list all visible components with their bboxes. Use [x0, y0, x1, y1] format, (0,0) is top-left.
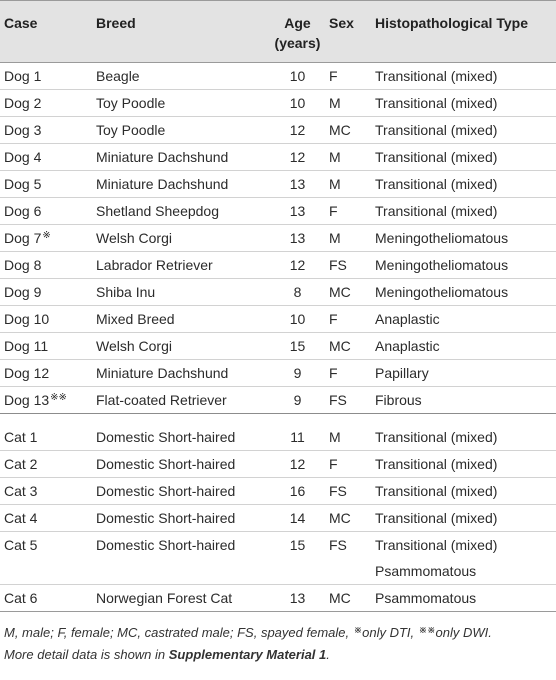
case-label: Dog 3 — [4, 122, 42, 138]
table-row — [0, 505, 556, 532]
table-row — [0, 90, 556, 117]
cell-breed: Domestic Short-haired — [96, 429, 236, 445]
cat-rows — [0, 414, 556, 612]
footnote-abbrev: M, male; F, female; MC, castrated male; FS, spayed female, — [4, 625, 353, 640]
case-label: Dog 9 — [4, 284, 42, 300]
cell-type: Meningotheliomatous — [375, 284, 509, 300]
cell-breed: Welsh Corgi — [96, 230, 172, 246]
cell-sex: M — [329, 149, 341, 165]
cell-case — [0, 144, 96, 171]
cell-breed: Toy Poodle — [96, 122, 166, 138]
cell-case — [0, 90, 96, 117]
cell-age: 16 — [289, 483, 306, 499]
table-row — [0, 414, 556, 451]
cell-sex: F — [329, 456, 338, 472]
cell-age: 13 — [289, 590, 306, 606]
cell-age: 9 — [293, 392, 302, 408]
cell-sex: FS — [329, 257, 347, 273]
table-row — [0, 306, 556, 333]
cell-case-empty — [0, 558, 96, 585]
footnote-dti: only DTI, — [362, 625, 418, 640]
footnote-mark-single: ※ — [353, 625, 363, 636]
cell-case: Cat 3 — [4, 483, 38, 499]
cell-sex: MC — [329, 122, 351, 138]
cell-age: 8 — [293, 284, 302, 300]
cell-age: 11 — [290, 429, 305, 445]
table-row — [0, 478, 556, 505]
cell-breed: Miniature Dachshund — [96, 149, 229, 165]
cell-breed: Shiba Inu — [96, 284, 156, 300]
cell-breed: Norwegian Forest Cat — [96, 590, 233, 606]
cell-age: 12 — [289, 149, 306, 165]
cell-case: Cat 1 — [4, 429, 38, 445]
cell-case: Cat 5 — [4, 537, 38, 553]
footnote-mark-double: ※※ — [418, 625, 436, 636]
footnote-supplementary-link: Supplementary Material 1 — [168, 647, 327, 662]
cell-sex: M — [329, 95, 341, 111]
cell-sex: F — [329, 203, 338, 219]
table-row — [0, 585, 556, 612]
case-label: Dog 7 — [4, 230, 42, 246]
cell-age: 12 — [289, 456, 306, 472]
cell-case — [0, 360, 96, 387]
cell-sex: FS — [329, 483, 347, 499]
table-row-continuation — [0, 558, 556, 585]
table-row — [0, 252, 556, 279]
cell-type: Transitional (mixed) — [375, 456, 498, 472]
cell-breed: Toy Poodle — [96, 95, 166, 111]
table-row — [0, 171, 556, 198]
case-footnote-mark: ※ — [42, 230, 51, 241]
header-age — [266, 1, 329, 63]
cell-breed: Domestic Short-haired — [96, 483, 236, 499]
header-type: Histopathological Type — [375, 15, 528, 31]
cell-breed: Beagle — [96, 68, 140, 84]
footnote-line-2 — [4, 644, 556, 666]
cell-case — [0, 117, 96, 144]
cell-breed-empty — [96, 558, 266, 585]
cell-case — [0, 306, 96, 333]
cell-breed: Welsh Corgi — [96, 338, 172, 354]
cell-type: Transitional (mixed) — [375, 537, 498, 553]
cell-age: 12 — [289, 257, 306, 273]
cell-age: 10 — [289, 68, 306, 84]
cell-case — [0, 387, 96, 414]
cell-case — [0, 333, 96, 360]
case-label: Dog 13 — [4, 392, 50, 408]
case-label: Dog 5 — [4, 176, 42, 192]
case-label: Dog 12 — [4, 365, 50, 381]
footnote-dwi: only DWI. — [435, 625, 492, 640]
cell-type-extra: Psammomatous — [375, 563, 477, 579]
table-row — [0, 532, 556, 559]
cell-case — [0, 171, 96, 198]
cell-type: Transitional (mixed) — [375, 95, 498, 111]
cell-age-empty — [266, 558, 329, 585]
cell-sex: M — [329, 230, 341, 246]
cell-type: Meningotheliomatous — [375, 257, 509, 273]
cell-case — [0, 279, 96, 306]
cell-age: 12 — [289, 122, 306, 138]
cell-age: 15 — [289, 537, 306, 553]
table-row — [0, 144, 556, 171]
cell-age: 13 — [289, 230, 306, 246]
cell-type: Transitional (mixed) — [375, 176, 498, 192]
cell-breed: Flat-coated Retriever — [96, 392, 227, 408]
table-row — [0, 279, 556, 306]
cell-sex: F — [329, 68, 338, 84]
cell-type: Psammomatous — [375, 590, 477, 606]
dog-rows — [0, 63, 556, 414]
cell-sex: MC — [329, 284, 351, 300]
table-row — [0, 333, 556, 360]
cell-type: Meningotheliomatous — [375, 230, 509, 246]
cell-breed: Miniature Dachshund — [96, 176, 229, 192]
table-row — [0, 360, 556, 387]
case-label: Dog 8 — [4, 257, 42, 273]
header-age-line1: Age — [284, 15, 311, 31]
table-row — [0, 63, 556, 90]
cell-type: Fibrous — [375, 392, 422, 408]
cell-case — [0, 252, 96, 279]
cell-type: Transitional (mixed) — [375, 68, 498, 84]
cell-type: Transitional (mixed) — [375, 203, 498, 219]
cell-sex: M — [329, 176, 341, 192]
cell-breed: Domestic Short-haired — [96, 537, 236, 553]
cell-breed: Domestic Short-haired — [96, 510, 236, 526]
case-label: Dog 2 — [4, 95, 42, 111]
header-case: Case — [4, 15, 38, 31]
cell-sex: FS — [329, 537, 347, 553]
cell-case — [0, 63, 96, 90]
cell-type: Transitional (mixed) — [375, 429, 498, 445]
cell-case: Cat 6 — [4, 590, 38, 606]
cell-age: 13 — [289, 176, 306, 192]
cell-sex-empty — [329, 558, 375, 585]
cell-type: Transitional (mixed) — [375, 483, 498, 499]
cell-sex: MC — [329, 590, 351, 606]
table-header-row — [0, 1, 556, 63]
cell-sex: F — [329, 365, 338, 381]
cell-age: 13 — [289, 203, 306, 219]
cell-sex: F — [329, 311, 338, 327]
case-footnote-mark: ※※ — [50, 392, 67, 403]
table-row — [0, 387, 556, 414]
footnote-detail: More detail data is shown in — [4, 647, 169, 662]
cell-age: 15 — [289, 338, 306, 354]
table-row — [0, 198, 556, 225]
cell-breed: Mixed Breed — [96, 311, 175, 327]
case-label: Dog 10 — [4, 311, 50, 327]
cell-case: Cat 2 — [4, 456, 38, 472]
footnote-period: . — [326, 647, 330, 662]
cell-type: Anaplastic — [375, 338, 440, 354]
cell-breed: Domestic Short-haired — [96, 456, 236, 472]
case-label: Dog 11 — [4, 338, 49, 354]
cell-type: Transitional (mixed) — [375, 149, 498, 165]
cell-age: 9 — [293, 365, 302, 381]
cell-age: 14 — [289, 510, 306, 526]
cell-sex: MC — [329, 510, 351, 526]
cell-case — [0, 225, 96, 252]
cell-breed: Shetland Sheepdog — [96, 203, 219, 219]
table-row — [0, 225, 556, 252]
cell-age: 10 — [289, 95, 306, 111]
table-footnote — [0, 622, 556, 666]
header-breed: Breed — [96, 15, 136, 31]
cell-sex: M — [329, 429, 341, 445]
header-age-line2: (years) — [274, 35, 321, 51]
cell-case: Cat 4 — [4, 510, 38, 526]
case-label: Dog 1 — [4, 68, 42, 84]
header-sex: Sex — [329, 15, 354, 31]
cell-type: Papillary — [375, 365, 429, 381]
cell-type: Anaplastic — [375, 311, 440, 327]
cell-type: Transitional (mixed) — [375, 510, 498, 526]
cell-type: Transitional (mixed) — [375, 122, 498, 138]
table-row — [0, 451, 556, 478]
footnote-line-1 — [4, 622, 556, 644]
table-row — [0, 117, 556, 144]
case-label: Dog 4 — [4, 149, 42, 165]
cell-sex: MC — [329, 338, 351, 354]
cell-breed: Labrador Retriever — [96, 257, 213, 273]
cell-sex: FS — [329, 392, 347, 408]
case-label: Dog 6 — [4, 203, 42, 219]
cell-age: 10 — [289, 311, 306, 327]
cell-breed: Miniature Dachshund — [96, 365, 229, 381]
cell-case — [0, 198, 96, 225]
